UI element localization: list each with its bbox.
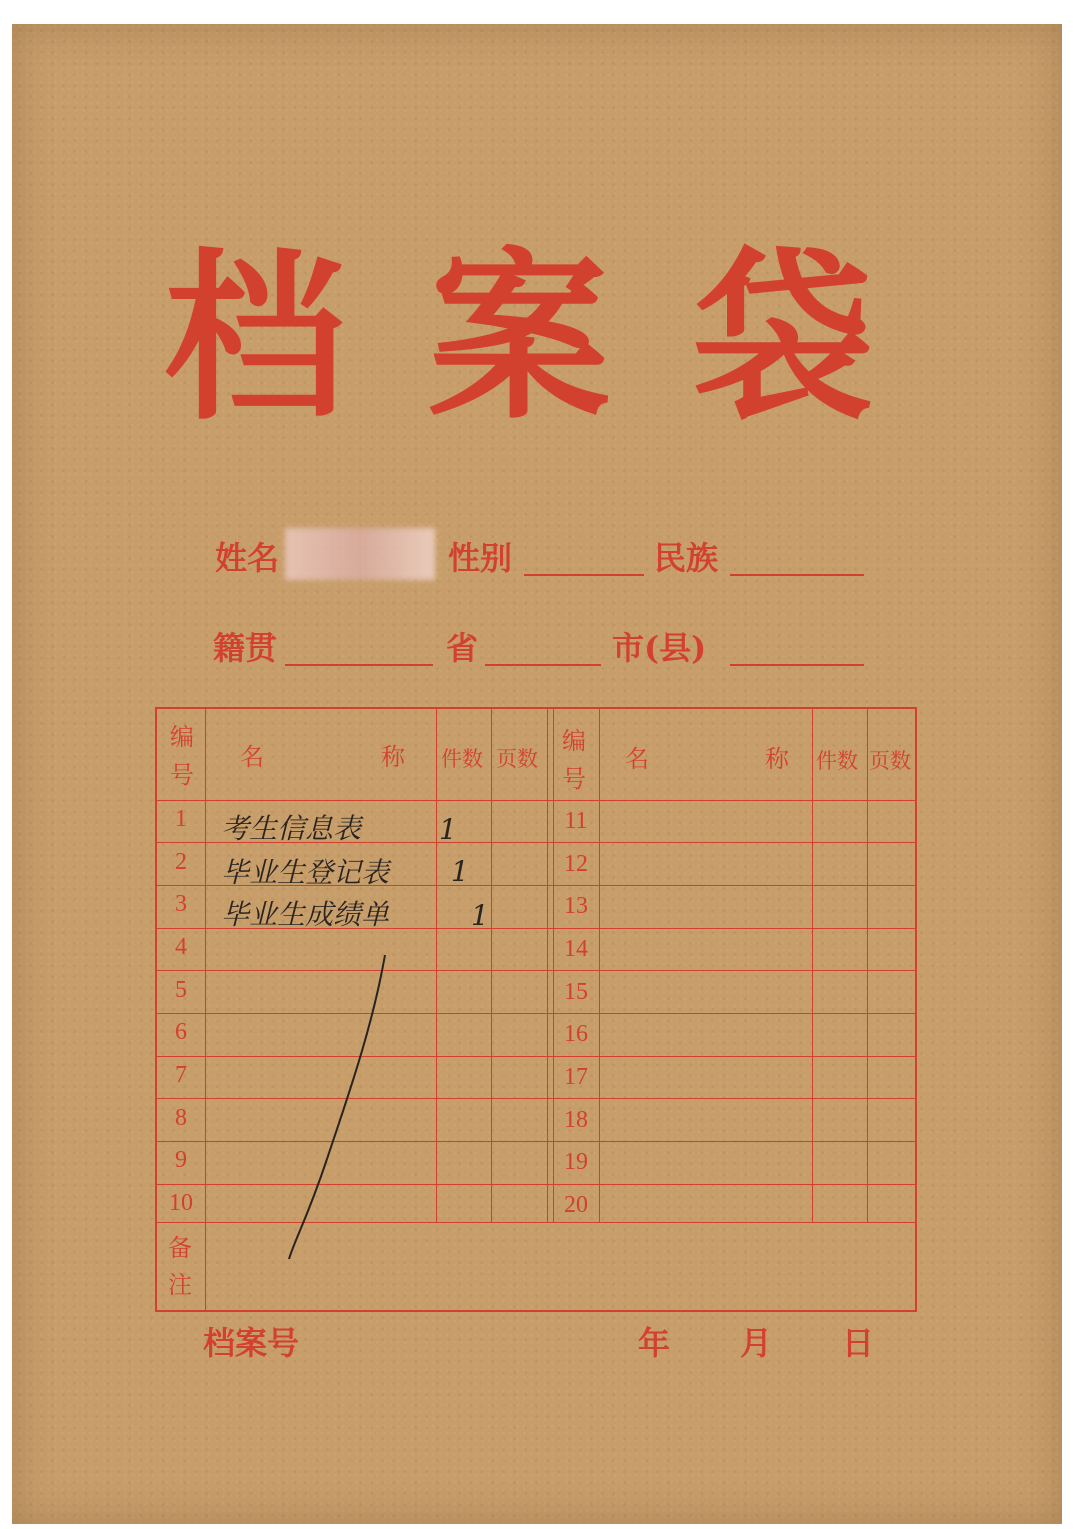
month-label: 月 [740,1324,773,1362]
row-number: 5 [175,977,187,1003]
header-name-b: 称 [381,743,405,771]
row-number: 8 [175,1105,187,1131]
row-number: 11 [564,808,588,834]
gender-label: 性别 [448,539,513,577]
province-line[interactable] [485,664,601,666]
remarks-label-1: 备 [168,1234,192,1262]
ethnicity-label: 民族 [654,539,719,577]
header-name-a-right: 名 [625,745,649,773]
native-label: 籍贯 [213,629,278,667]
archive-number-label: 档案号 [203,1324,300,1362]
row-number: 6 [175,1019,187,1045]
handwritten-count: 1 [471,899,489,932]
contents-table [155,707,917,1312]
header-pages-right: 页数 [869,749,911,773]
remarks-label-2: 注 [168,1271,192,1299]
ethnicity-line[interactable] [730,574,864,576]
gender-line[interactable] [524,574,644,576]
header-number-2-right: 号 [562,765,586,793]
header-number-1: 编 [170,723,194,751]
header-name-b-right: 称 [765,745,789,773]
row-number: 15 [564,979,588,1005]
row-number: 18 [564,1107,588,1133]
row-number: 2 [175,849,187,875]
header-number-1-right: 编 [562,727,586,755]
city-line[interactable] [730,664,864,666]
day-label: 日 [842,1324,875,1362]
row-number: 4 [175,934,187,960]
row-number: 14 [564,936,588,962]
handwritten-item: 毕业生登记表 [221,856,390,889]
city-label: 市(县) [612,629,707,667]
name-label: 姓名 [215,539,280,577]
header-name-a: 名 [240,743,264,771]
row-number: 1 [175,806,187,832]
row-number: 19 [564,1149,588,1175]
year-label: 年 [638,1324,671,1362]
redacted-name [285,528,435,580]
province-label: 省 [446,629,479,667]
envelope-title: 档案袋 [164,232,956,444]
handwritten-stroke [277,949,397,1269]
handwritten-count: 1 [439,813,457,846]
row-number: 9 [175,1147,187,1173]
header-count-right: 件数 [816,749,858,773]
native-line[interactable] [285,664,433,666]
row-number: 16 [564,1021,588,1047]
row-number: 7 [175,1062,187,1088]
header-pages: 页数 [496,747,538,771]
row-number: 17 [564,1064,588,1090]
header-count: 件数 [441,747,483,771]
header-number-2: 号 [170,761,194,789]
row-number: 10 [169,1190,193,1216]
row-number: 13 [564,893,588,919]
row-number: 12 [564,851,588,877]
handwritten-item: 毕业生成绩单 [221,898,390,931]
row-number: 3 [175,891,187,917]
handwritten-count: 1 [451,855,469,888]
row-number: 20 [564,1192,588,1218]
handwritten-item: 考生信息表 [221,812,362,845]
